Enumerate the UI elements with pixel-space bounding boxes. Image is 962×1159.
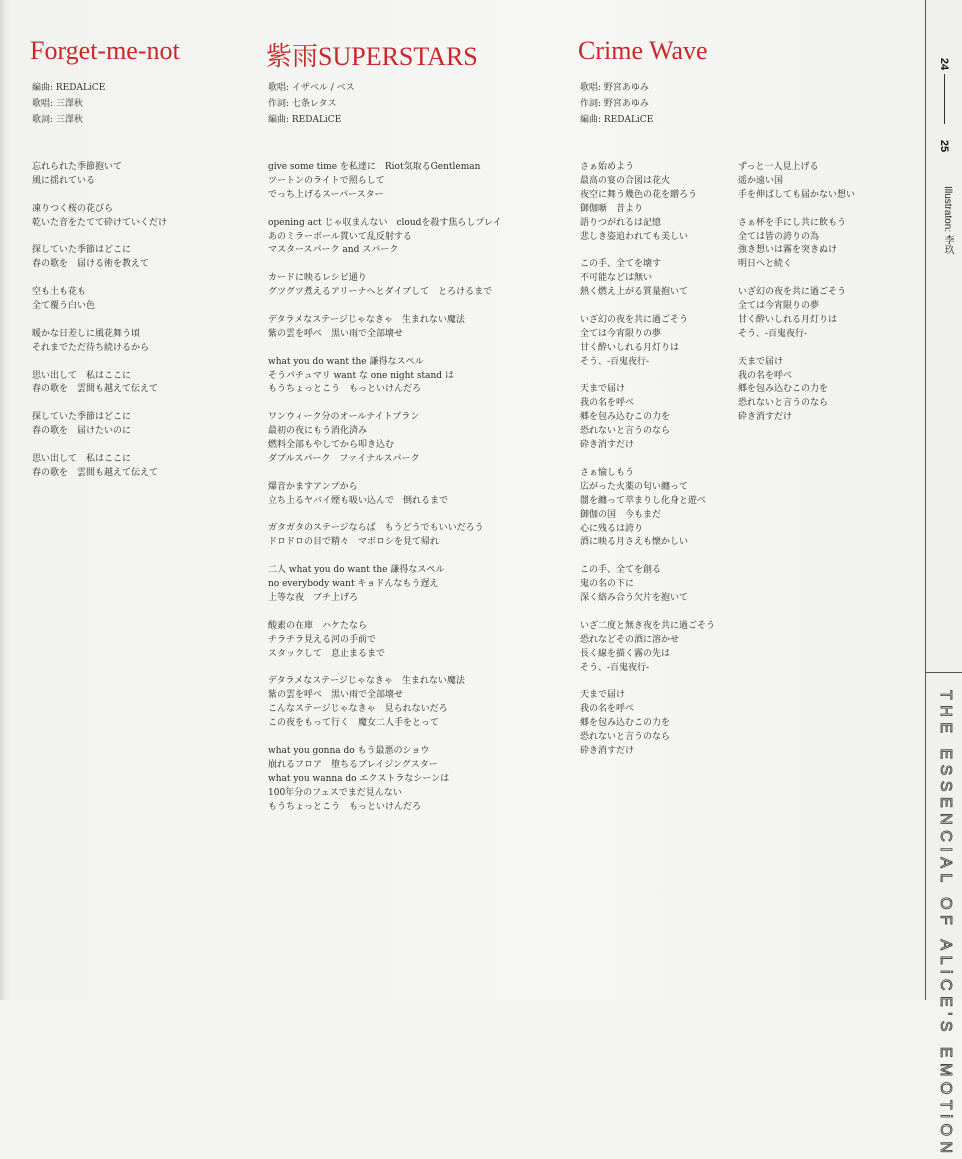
lyric-line: いざ幻の夜を共に過ごそう [580, 314, 689, 325]
lyric-line: この手、全てを創る [580, 565, 662, 576]
lyric-line: 最初の夜にもう消化済み [268, 426, 368, 437]
lyric-line: さぁ始めよう [580, 162, 635, 172]
lyric-line: ずっと一人見上げる [738, 162, 819, 172]
credit-line: 編曲: REDALiCE [32, 83, 106, 93]
lyric-line: さぁ愉しもう [580, 467, 635, 478]
lyric-line: 明日へと続く [738, 259, 793, 270]
lyric-line: 砕き消すだけ [580, 440, 635, 451]
lyric-line: 甘く酔いしれる月灯りは [580, 342, 680, 353]
lyric-line: 爆音かますアンプから [268, 481, 358, 492]
lyric-line: 郷を包み込むこの力を [580, 412, 671, 423]
lyric-line: ガタガタのステージならば もうどうでもいいだろう [268, 523, 484, 534]
lyric-line: 春の歌を 届ける術を教えて [32, 259, 150, 270]
lyric-line: グツグツ煮えるアリーナへとダイブして とろけるまで [268, 287, 493, 298]
illustration-credit: Illustraton: 李玖 [942, 186, 953, 255]
lyric-line: 暖かな日差しに風花舞う頃 [32, 328, 141, 339]
lyric-line: こんなステージじゃなきゃ 見られないだろ [268, 704, 448, 715]
book-title-vertical: THE ESSENCIAL OF ALiCE'S EMOTiON [937, 690, 954, 1159]
lyric-stanza [268, 161, 502, 203]
lyric-stanza [268, 217, 502, 259]
lyric-line: 春の歌を 雲間も越えて伝えて [32, 384, 159, 395]
lyric-line: デタラメなステージじゃなきゃ 生まれない魔法 [268, 314, 465, 325]
lyric-stanza [32, 161, 167, 189]
page-number-rule [944, 74, 945, 124]
lyric-stanza [32, 286, 167, 314]
lyric-line: もうちょっとこう もっといけんだろ [268, 384, 422, 395]
lyric-line: 風に揺れている [32, 175, 96, 186]
lyric-line: what you wanna do エクストラなシーンは [268, 773, 450, 784]
lyric-line: そう、-百鬼夜行- [580, 356, 650, 367]
lyrics-shigure-superstars [268, 161, 502, 828]
lyric-stanza [268, 481, 502, 509]
lyric-line: ドロドロの目で精々 マボロシを見て帰れ [268, 537, 440, 548]
lyric-line: 広がった火薬の匂い纏って [580, 481, 689, 492]
lyric-stanza [32, 370, 167, 398]
lyric-line: 甘く酔いしれる月灯りは [738, 314, 838, 325]
lyric-line: opening act じゃ収まんない cloudを殺す焦らしプレイ [268, 217, 502, 228]
credits-forget-me-not [32, 80, 105, 128]
song-title-forget-me-not: Forget-me-not [30, 36, 180, 65]
lyric-stanza [32, 203, 167, 231]
lyric-line: デタラメなステージじゃなきゃ 生まれない魔法 [268, 676, 465, 687]
lyric-line: マスタースパーク and スパーク [268, 245, 399, 256]
lyric-line: そうパチュマリ want な one night stand は [268, 370, 454, 381]
lyric-stanza [738, 217, 855, 273]
lyric-stanza [268, 356, 502, 398]
lyric-line: ツートンのライトで照らして [268, 175, 385, 186]
credit-line: 歌唱: 野宮あゆみ [580, 83, 649, 93]
lyric-stanza [580, 620, 715, 676]
lyric-line: 乾いた音をたてて砕けていくだけ [32, 217, 168, 228]
lyric-line: 砕き消すだけ [738, 412, 793, 423]
lyric-line: 上等な夜 ブチ上げろ [268, 592, 359, 603]
lyric-stanza [268, 745, 502, 815]
lyric-stanza [580, 689, 715, 759]
lyric-line: 恐れないと言うのなら [580, 732, 671, 743]
credit-line: 歌唱: 三澤秋 [32, 99, 83, 109]
lyrics-crime-wave-col1 [580, 161, 715, 773]
lyric-stanza [580, 161, 715, 244]
lyric-line: 砕き消すだけ [580, 745, 635, 756]
lyric-line: 恐れなどその酒に溶かせ [580, 634, 680, 645]
credit-line: 歌詞: 三澤秋 [32, 115, 83, 125]
lyric-line: 最高の宴の合図は花火 [580, 175, 671, 186]
lyric-line: 思い出して 私はここに [32, 453, 132, 464]
lyric-line: 手を伸ばしても届かない想い [738, 189, 856, 200]
lyric-line: 紫の雲を呼べ 黒い雨で全部壊せ [268, 328, 404, 339]
book-gutter [0, 0, 6, 1000]
lyric-line: 天まで届け [580, 384, 626, 395]
credit-line: 作詞: 七条レタス [268, 99, 337, 109]
lyric-stanza [268, 675, 502, 731]
lyric-line: 恐れないと言うのなら [738, 398, 829, 409]
lyric-stanza [580, 258, 715, 300]
lyric-line: 立ち上るヤバイ煙も吸い込んで 倒れるまで [268, 495, 449, 506]
lyric-line: 御伽噺 昔より [580, 203, 644, 214]
lyric-line: もうちょっとこう もっといけんだろ [268, 801, 422, 812]
lyric-line: 思い出して 私はここに [32, 370, 132, 381]
lyric-line: no everybody want キョドんなもう遅え [268, 579, 439, 590]
lyric-line: この夜をもって行く 魔女二人手をとって [268, 718, 439, 729]
lyric-line: what you do want the 謙得なスペル [268, 356, 424, 367]
lyric-stanza [268, 314, 502, 342]
lyric-line: 探していた季節はどこに [32, 412, 132, 423]
credit-line: 編曲: REDALiCE [580, 115, 654, 125]
lyric-line: 崩れるフロア 堕ちるブレイジングスター [268, 759, 438, 770]
lyric-line: あのミラーボール貫いて乱反射する [268, 231, 412, 242]
lyrics-crime-wave-col2 [738, 161, 855, 439]
lyric-line: 深く絡み合う欠片を抱いて [580, 593, 689, 604]
lyric-line: ワンウィーク分のオールナイトプラン [268, 412, 420, 423]
lyric-line: 心に残るは誇り [580, 523, 644, 534]
credit-line: 作詞: 野宮あゆみ [580, 99, 649, 109]
lyric-line: what you gonna do もう最悪のショウ [268, 745, 430, 756]
lyric-stanza [580, 314, 715, 370]
lyric-line: カードに映るレシピ通り [268, 273, 367, 284]
lyrics-forget-me-not [32, 161, 167, 495]
lyric-line: いざ二度と無き夜を共に過ごそう [580, 620, 716, 631]
lyric-line: 熱く燃え上がる質量抱いて [580, 287, 689, 298]
lyric-stanza [32, 411, 167, 439]
lyric-line: 長く線を描く霧の先は [580, 648, 671, 659]
lyric-line: でっち上げるスーパースター [268, 189, 384, 200]
lyric-line: 忘れられた季節抱いて [32, 162, 123, 172]
lyric-line: 天まで届け [738, 356, 784, 367]
lyric-line: 郷を包み込むこの力を [738, 384, 829, 395]
lyric-line: 強き想いは霧を突きぬけ [738, 245, 838, 256]
lyric-line: 凍りつく桜の花びら [32, 203, 114, 214]
lyric-stanza [580, 383, 715, 453]
song-title-crime-wave: Crime Wave [578, 36, 708, 65]
lyric-line: 春の歌を 雲間も越えて伝えて [32, 467, 159, 478]
lyric-line: 天まで届け [580, 690, 626, 701]
lyric-line: 鬼の名の下に [580, 579, 635, 590]
lyric-line: 我の名を呼べ [580, 704, 635, 715]
lyric-line: 恐れないと言うのなら [580, 426, 671, 437]
lyric-line: 郷を包み込むこの力を [580, 718, 671, 729]
lyric-stanza [268, 411, 502, 467]
credits-crime-wave [580, 80, 653, 128]
lyric-stanza [738, 161, 855, 203]
lyric-line: 酒に映る月さえも懐かしい [580, 537, 689, 548]
lyric-stanza [32, 328, 167, 356]
lyric-line: 100年分のフェスでまだ見んない [268, 787, 402, 798]
lyric-line: スタックして 息止まるまで [268, 648, 386, 659]
credit-line: 歌唱: イザベル / ベス [268, 83, 355, 93]
page-number-left: 24 [938, 57, 950, 71]
lyric-stanza [268, 272, 502, 300]
lyric-line: 探していた季節はどこに [32, 245, 132, 256]
lyric-line: それまでただ待ち続けるから [32, 342, 150, 353]
lyric-line: この手、全てを壊す [580, 259, 662, 270]
sidebar-rule [925, 672, 962, 673]
credit-line: 編曲: REDALiCE [268, 115, 342, 125]
lyric-line: 語りつがれるは記憶 [580, 217, 662, 228]
lyric-line: 御伽の国 今もまだ [580, 509, 662, 520]
lyric-line: さぁ杯を手にし共に飲もう [738, 217, 847, 228]
song-title-shigure-superstars: 紫雨SUPERSTARS [266, 42, 478, 71]
lyric-line: 全て覆う白い色 [32, 301, 96, 312]
lyric-line: 酸素の在庫 ハケたなら [268, 620, 368, 631]
lyric-line: 遥か遠い国 [738, 175, 784, 186]
lyric-line: 悲しき姿追われても美しい [580, 231, 689, 242]
lyric-stanza [738, 286, 855, 342]
lyric-line: 我の名を呼べ [580, 398, 635, 409]
lyric-line: 春の歌を 届けたいのに [32, 426, 132, 437]
lyric-line: そう、-百鬼夜行- [580, 662, 650, 673]
lyric-stanza [580, 467, 715, 550]
lyric-stanza [32, 244, 167, 272]
lyric-line: 全ては今宵限りの夢 [738, 301, 820, 312]
lyric-line: 空も土も花も [32, 287, 87, 298]
lyric-line: 燃料全部もやしてから叩き込む [268, 440, 395, 451]
lyric-line: give some time を私達に Riot気取るGentleman [268, 162, 481, 172]
lyric-line: 我の名を呼べ [738, 370, 793, 381]
lyric-line: チラチラ見える河の手前で [268, 634, 377, 645]
page-number-right: 25 [938, 139, 950, 153]
lyric-line: 紫の雲を呼べ 黒い雨で全部壊せ [268, 690, 404, 701]
lyric-stanza [738, 356, 855, 426]
lyric-line: 全ては今宵限りの夢 [580, 328, 662, 339]
lyric-line: 闇を纏って萃まりし化身と遊べ [580, 495, 707, 506]
lyric-stanza [268, 620, 502, 662]
lyric-stanza [268, 522, 502, 550]
lyric-stanza [268, 564, 502, 606]
lyric-line: いざ幻の夜を共に過ごそう [738, 287, 847, 298]
lyric-line: ダブルスパーク ファイナルスパーク [268, 453, 420, 464]
lyric-line: 不可能などは無い [580, 273, 653, 284]
lyric-line: そう、-百鬼夜行- [738, 328, 808, 339]
lyric-line: 二人 what you do want the 謙得なスペル [268, 565, 445, 576]
lyric-stanza [32, 453, 167, 481]
lyric-line: 全ては皆の誇りの為 [738, 231, 820, 242]
credits-shigure-superstars [268, 80, 355, 128]
lyric-stanza [580, 564, 715, 606]
sidebar-divider [925, 0, 926, 1000]
lyric-line: 夜空に舞う幾色の花を贈ろう [580, 189, 698, 200]
